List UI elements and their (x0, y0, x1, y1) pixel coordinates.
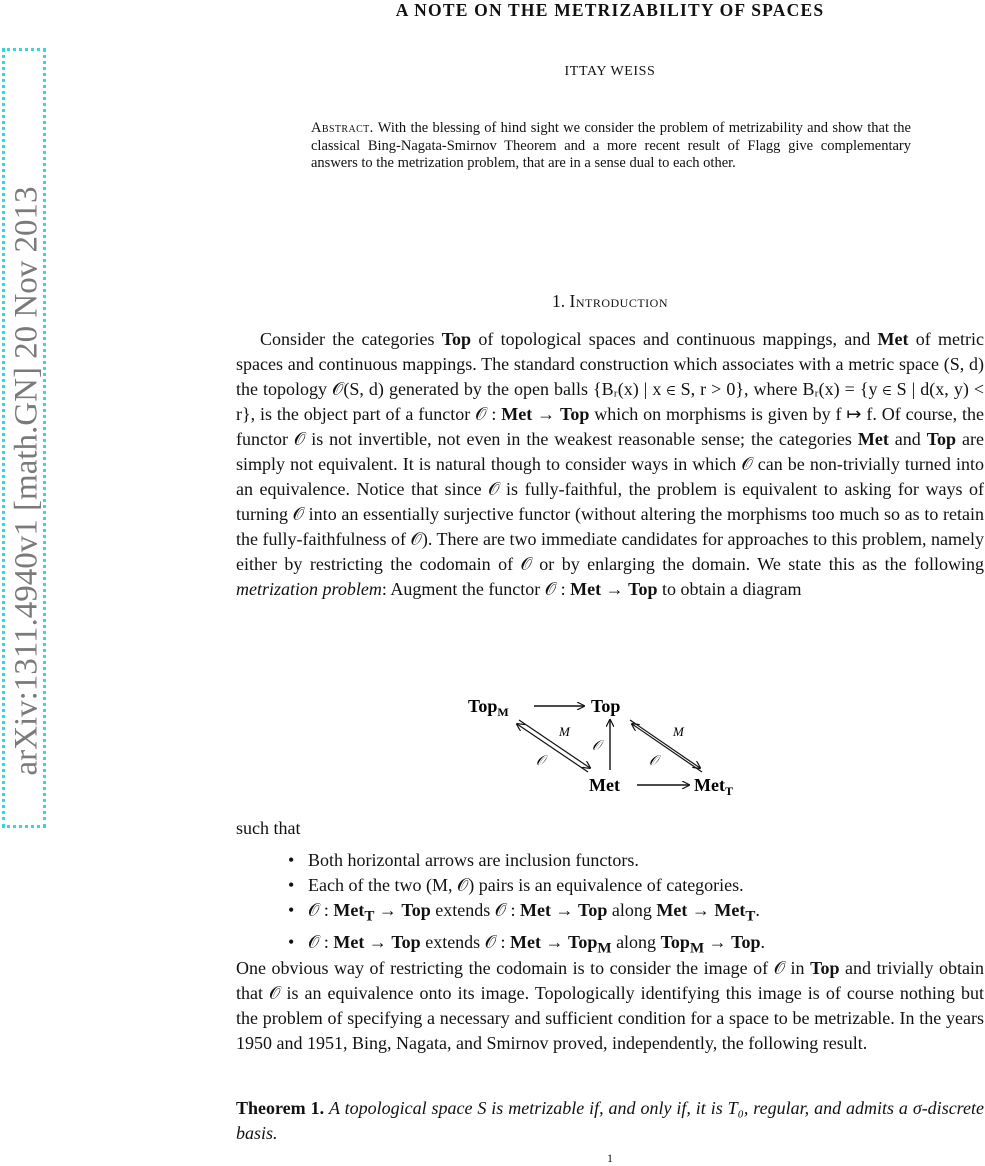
text-run: Both horizontal arrows are inclusion functors. (308, 850, 639, 870)
label-m-right: M (673, 724, 684, 739)
text-run: Consider the categories (260, 329, 442, 349)
category-top: Top (810, 958, 840, 978)
condition-list (286, 848, 976, 961)
node-met: Met (589, 775, 620, 795)
category-met: Met (570, 579, 602, 599)
abstract-label: Abstract. (311, 120, 374, 136)
category-met: Met (333, 900, 365, 920)
category-met: Met (510, 931, 542, 952)
text-run: extends 𝒪 : (430, 900, 521, 920)
text-run: 𝒪 : (308, 900, 334, 920)
text-run: extends 𝒪 : (420, 931, 511, 952)
abstract-text: With the blessing of hind sight we consider the problem of metrizability and show that the classical Bing-Nagata-Smirnov Theorem and a more recent result of Flagg give complementary answers to the metrization problem, that are in a sense dual to each other. (311, 120, 911, 171)
category-met: Met (656, 900, 688, 920)
text-run: → (601, 579, 629, 599)
text-run: → (551, 900, 579, 920)
arxiv-stamp-text: arXiv:1311.4940v1 [math.GN] 20 Nov 2013 (8, 186, 45, 776)
category-top: Top (401, 900, 431, 920)
category-top: Top (578, 900, 608, 920)
section-title: Introduction (569, 291, 668, 311)
category-top: Top (731, 931, 761, 952)
text-run: → (364, 931, 392, 952)
text-run: and (888, 429, 927, 449)
category-top: Top (660, 931, 690, 952)
category-met: Met (877, 329, 909, 349)
arrow-top-to-mett (630, 720, 700, 768)
intro-paragraph (236, 327, 984, 602)
subscript-t: T (364, 908, 375, 925)
text-run: → (687, 900, 715, 920)
list-item (286, 848, 976, 873)
text-run: are simply not equivalent. It is natural though to consider ways in which 𝒪 can be non-trivially turned into an equivalence. Notice that since 𝒪 is fully-faithful, the problem is equivalent to asking for ways of turning 𝒪 into an essentially surjective functor (without altering the morphisms too much so as to retain the fully-faithfulness of 𝒪). There are two immediate candidates for approaches to this problem, namely either by restricting the codomain of 𝒪 or by enlarging the domain. We state this as the following (236, 429, 984, 574)
subscript-m: M (689, 940, 705, 957)
text-run: of metric spaces and continuous mappings. The standard construction which associates with a metric space (S, d) the topology 𝒪(S, d) generated by the open balls {Bᵣ(x) | x ∈ S, r > 0}, where Bᵣ(x) = {y ∈ S | d(x, y) < r}, is the object part of a functor 𝒪 : (236, 329, 984, 424)
node-met-t: Met$_T$ (694, 775, 733, 798)
text-run: . (760, 931, 765, 952)
text-run: One obvious way of restricting the codomain is to consider the image of 𝒪 in (236, 958, 811, 978)
text-run: 𝒪 : (308, 931, 334, 952)
second-paragraph (236, 956, 984, 1056)
theorem-label: Theorem 1. (236, 1098, 325, 1118)
node-top-m: Top$_M$ (468, 696, 509, 719)
text-run: to obtain a diagram (657, 579, 802, 599)
text-run: along (611, 931, 661, 952)
list-item (286, 873, 976, 898)
emphasis-metrization-problem: metrization problem (236, 579, 382, 599)
category-met: Met (520, 900, 552, 920)
text-run: . (755, 900, 760, 920)
subscript-m: M (597, 940, 612, 957)
commutative-diagram (460, 688, 760, 804)
text-run: → (374, 900, 402, 920)
node-top: Top (591, 696, 621, 716)
category-top: Top (560, 404, 590, 424)
label-o-left: 𝒪 (536, 754, 545, 769)
arrow-met-to-topm (517, 724, 588, 772)
section-heading (236, 291, 984, 312)
label-o-right: 𝒪 (649, 754, 658, 769)
category-top: Top (441, 329, 472, 349)
text-run: which on morphisms is given by f ↦ f. Of course, the functor 𝒪 is not invertible, not even in the weakest reasonable sense; the categories (236, 404, 985, 449)
theorem-1 (236, 1096, 984, 1146)
such-that-line: such that (236, 818, 301, 838)
category-top: Top (628, 579, 658, 599)
text-run: → (704, 931, 732, 952)
paper-title: A NOTE ON THE METRIZABILITY OF SPACES (395, 0, 825, 20)
label-m-left: M (559, 724, 570, 739)
category-top: Top (391, 931, 421, 952)
arrow-topm-to-met (519, 720, 590, 768)
abstract (311, 120, 911, 173)
text-run: → (541, 931, 569, 952)
text-run: of topological spaces and continuous mappings, and (471, 329, 878, 349)
list-item (286, 898, 976, 930)
page-number: 1 (607, 1151, 613, 1165)
category-met: Met (333, 931, 365, 952)
subscript-t: T (745, 908, 756, 925)
text-run: → (532, 404, 560, 424)
theorem-text: A topological space S is metrizable if, and only if, it is T₀, regular, and admits a σ-discrete basis. (236, 1098, 984, 1143)
text-run: : Augment the functor 𝒪 : (381, 579, 571, 599)
label-o-mid: 𝒪 (592, 739, 601, 754)
paper-author: ITTAY WEISS (564, 64, 656, 79)
section-number: 1. (552, 291, 566, 311)
category-met: Met (857, 429, 889, 449)
category-met: Met (714, 900, 746, 920)
text-run: and trivially obtain that 𝒪 is an equivalence onto its image. Topologically identifying this image is of course nothing but the problem of specifying a necessary and sufficient condition for a space to be metrizable. In the years 1950 and 1951, Bing, Nagata, and Smirnov proved, independently, the following result. (236, 958, 985, 1053)
arxiv-stamp (2, 48, 46, 828)
category-top: Top (926, 429, 957, 449)
arrow-mett-to-top (632, 724, 702, 772)
category-met: Met (501, 404, 533, 424)
text-run: Each of the two (M, 𝒪) pairs is an equivalence of categories. (308, 875, 744, 895)
text-run: along (607, 900, 657, 920)
category-top: Top (568, 931, 598, 952)
